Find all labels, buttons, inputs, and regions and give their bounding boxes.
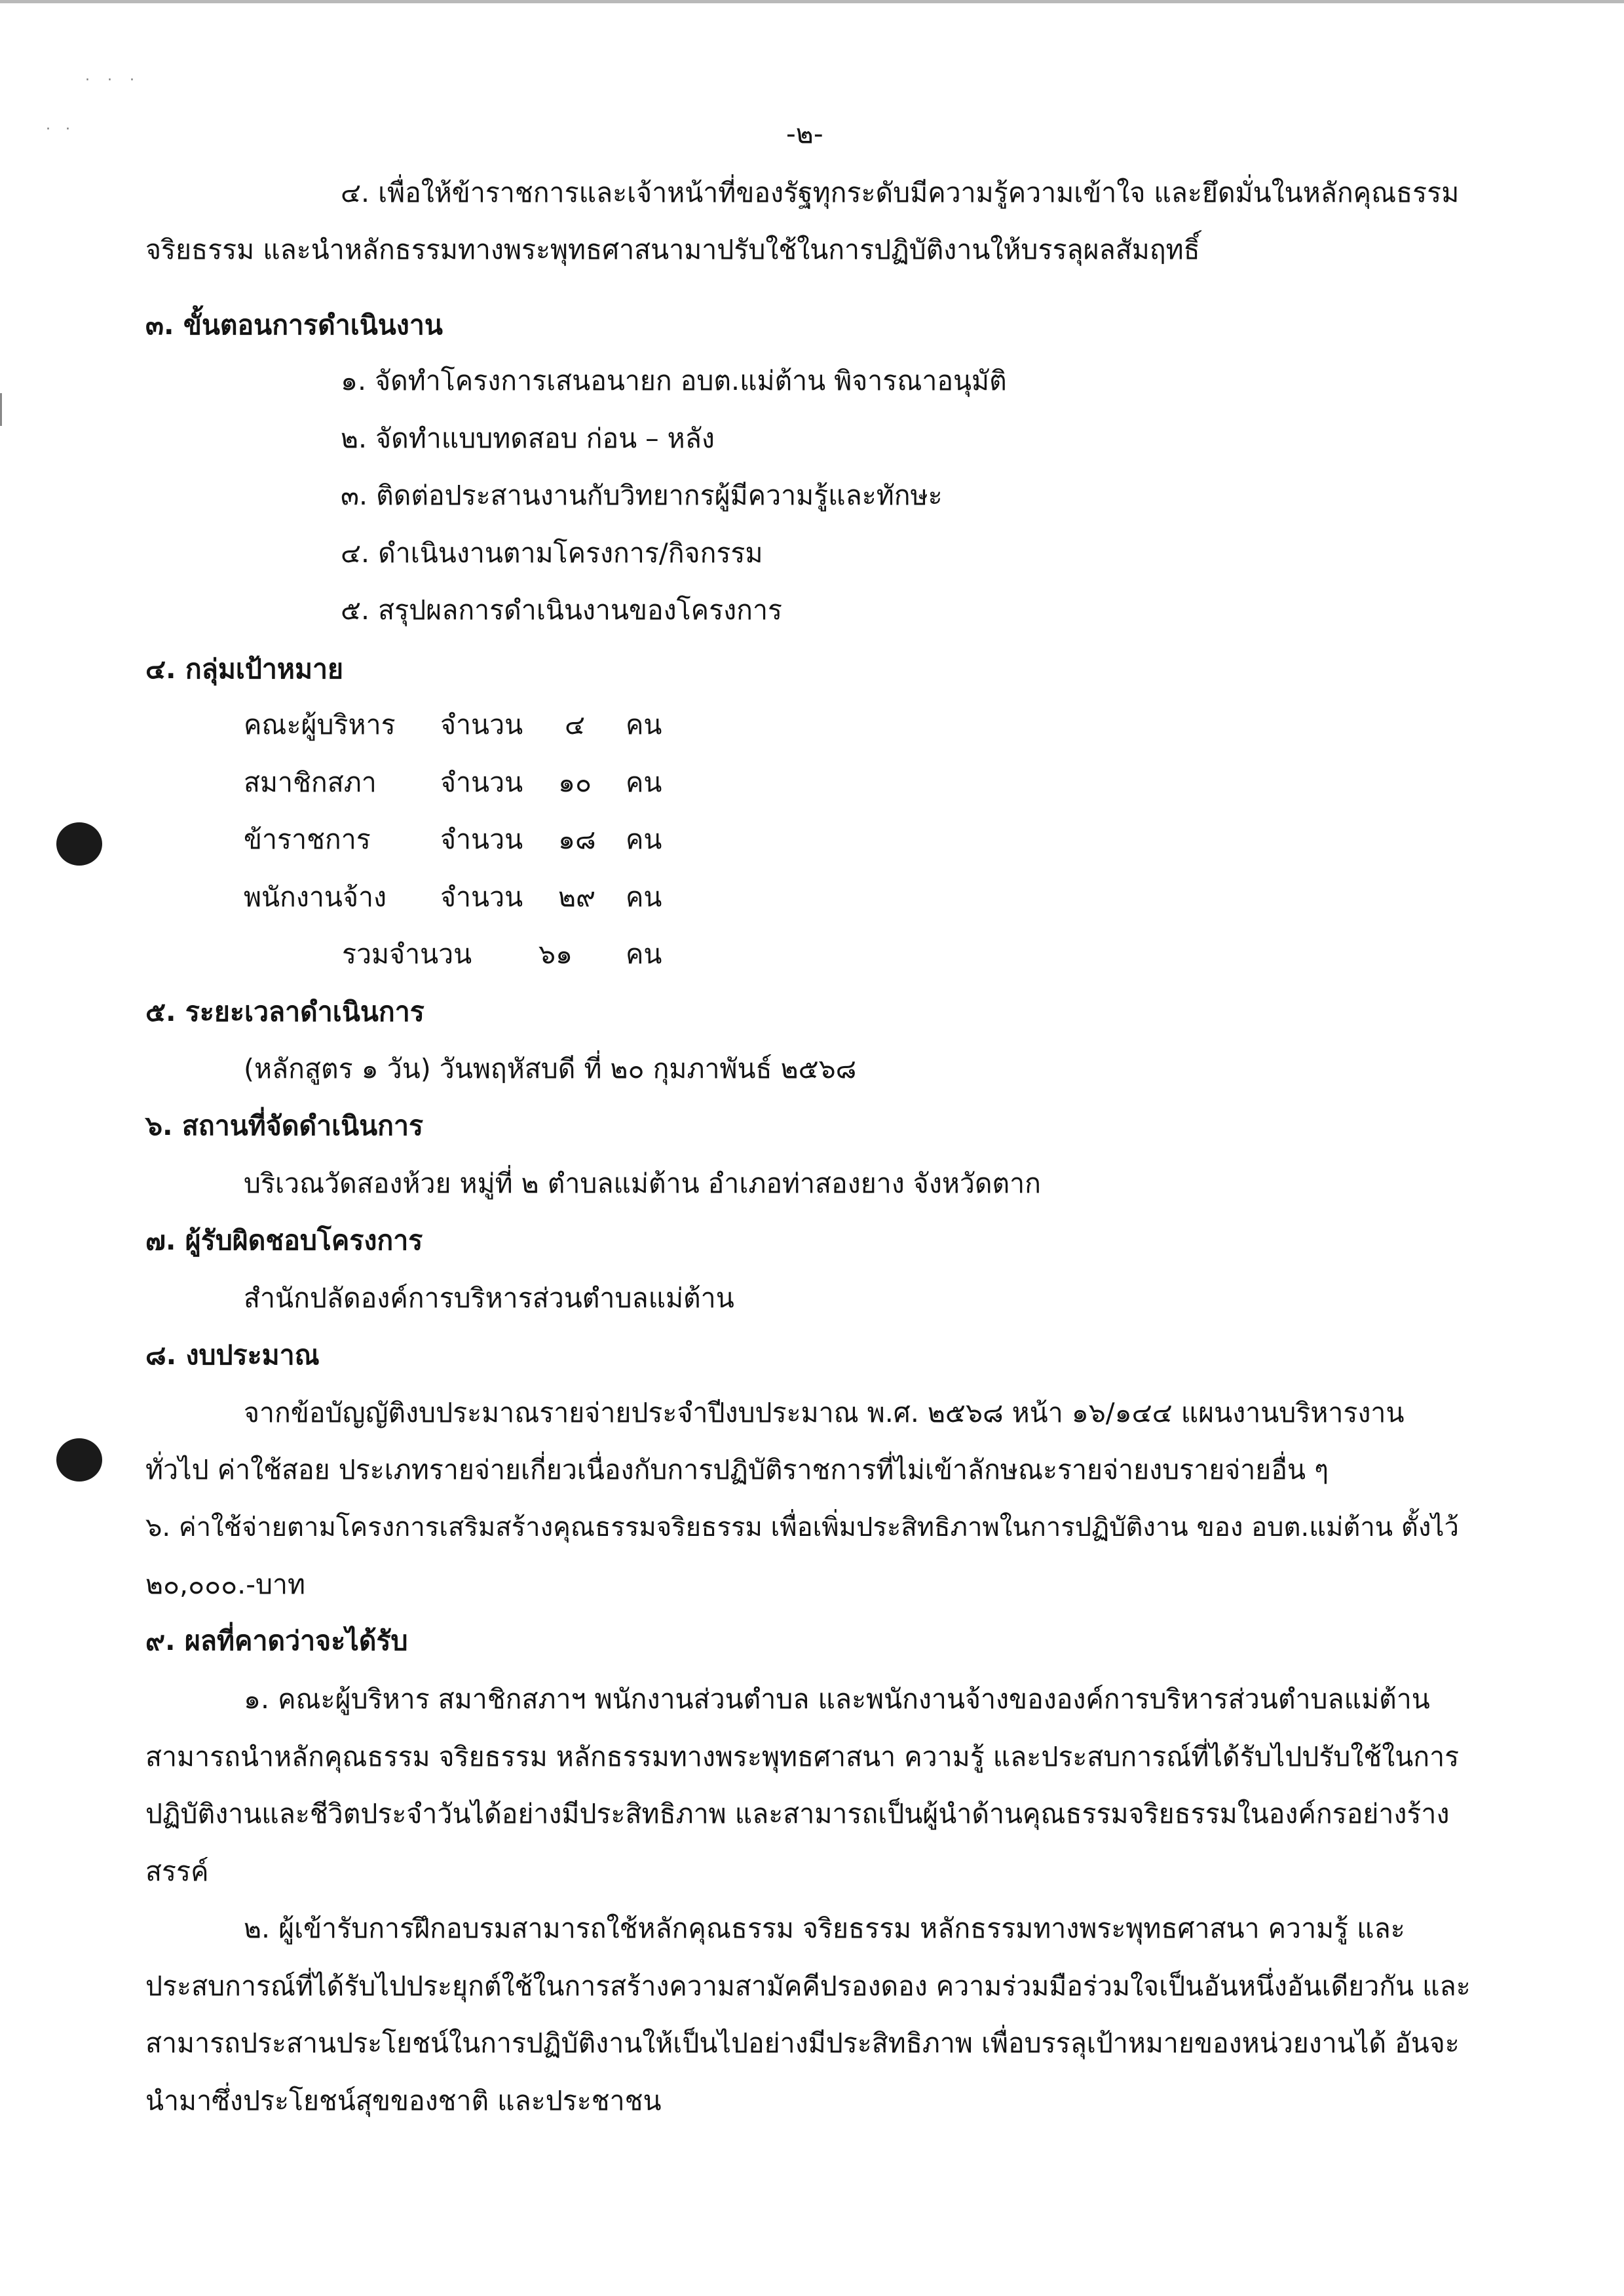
outcome-2-line: สามารถประสานประโยชน์ในการปฏิบัติงานให้เป็นไปอย่างมีประสิทธิภาพ เพื่อบรรลุเป้าหมายของหน่วยงานได้ อันจะ: [145, 2027, 1460, 2059]
step-item: ๑. จัดทำโครงการเสนอนายก อบต.แม่ต้าน พิจารณาอนุมัติ: [341, 365, 1007, 396]
group-name: ข้าราชการ: [244, 824, 371, 855]
step-item: ๒. จัดทำแบบทดสอบ ก่อน – หลัง: [341, 423, 715, 454]
step-item: ๕. สรุปผลการดำเนินงานของโครงการ: [341, 594, 782, 626]
group-name: คณะผู้บริหาร: [244, 709, 396, 740]
group-name: สมาชิกสภา: [244, 767, 377, 798]
section-4-heading: ๔. กลุ่มเป้าหมาย: [145, 653, 344, 685]
budget-line: ๒๐,๐๐๐.-บาท: [145, 1569, 306, 1600]
outcome-2-line: ๒. ผู้เข้ารับการฝึกอบรมสามารถใช้หลักคุณธรรม จริยธรรม หลักธรรมทางพระพุทธศาสนา ความรู้ และ: [244, 1913, 1405, 1944]
count-value: ๔: [565, 709, 586, 740]
count-label: จำนวน: [440, 767, 523, 798]
outcome-2-line: นำมาซึ่งประโยชน์สุขของชาติ และประชาชน: [145, 2085, 662, 2116]
scan-top-edge: [0, 0, 1624, 3]
total-value: ๖๑: [538, 938, 573, 970]
total-unit: คน: [626, 938, 662, 970]
count-value: ๒๙: [558, 881, 596, 913]
punch-hole: [56, 1438, 102, 1482]
scan-speckles: · · ·: [85, 72, 141, 88]
section-8-heading: ๘. งบประมาณ: [145, 1339, 320, 1371]
count-unit: คน: [626, 709, 662, 740]
objective-4-line-2: จริยธรรม และนำหลักธรรมทางพระพุทธศาสนามาปรับใช้ในการปฏิบัติงานให้บรรลุผลสัมฤทธิ์: [145, 234, 1200, 265]
section-6-heading: ๖. สถานที่จัดดำเนินการ: [145, 1110, 424, 1141]
outcome-1-line: ปฏิบัติงานและชีวิตประจำวันได้อย่างมีประสิทธิภาพ และสามารถเป็นผู้นำด้านคุณธรรมจริยธรรมในองค์กรอย่างร้าง: [145, 1798, 1450, 1829]
section-5-heading: ๕. ระยะเวลาดำเนินการ: [145, 996, 425, 1027]
outcome-1-line: สรรค์: [145, 1856, 209, 1887]
budget-line: ทั่วไป ค่าใช้สอย ประเภทรายจ่ายเกี่ยวเนื่องกับการปฏิบัติราชการที่ไม่เข้าลักษณะรายจ่ายงบรายจ่ายอื่น ๆ: [145, 1454, 1329, 1485]
punch-hole: [56, 822, 102, 866]
count-value: ๑๐: [558, 767, 592, 798]
step-item: ๔. ดำเนินงานตามโครงการ/กิจกรรม: [341, 537, 763, 569]
count-value: ๑๘: [558, 824, 596, 855]
section-9-heading: ๙. ผลที่คาดว่าจะได้รับ: [145, 1625, 408, 1656]
section-7-heading: ๗. ผู้รับผิดชอบโครงการ: [145, 1225, 423, 1256]
section-3-heading: ๓. ขั้นตอนการดำเนินงาน: [145, 309, 443, 341]
count-unit: คน: [626, 824, 662, 855]
count-label: จำนวน: [440, 881, 523, 913]
scan-speckles: · ·: [46, 121, 75, 138]
total-label: รวมจำนวน: [342, 938, 472, 970]
step-item: ๓. ติดต่อประสานงานกับวิทยากรผู้มีความรู้และทักษะ: [341, 480, 943, 511]
group-name: พนักงานจ้าง: [244, 881, 387, 913]
section-6-text: บริเวณวัดสองห้วย หมู่ที่ ๒ ตำบลแม่ต้าน อำเภอท่าสองยาง จังหวัดตาก: [244, 1168, 1041, 1199]
section-5-text: (หลักสูตร ๑ วัน) วันพฤหัสบดี ที่ ๒๐ กุมภาพันธ์ ๒๕๖๘: [244, 1053, 857, 1084]
scan-edge-mark: [0, 393, 2, 426]
count-unit: คน: [626, 881, 662, 913]
section-7-text: สำนักปลัดองค์การบริหารส่วนตำบลแม่ต้าน: [244, 1282, 734, 1314]
budget-line: ๖. ค่าใช้จ่ายตามโครงการเสริมสร้างคุณธรรมจริยธรรม เพื่อเพิ่มประสิทธิภาพในการปฏิบัติงาน ของ อบต.แม่ต้าน ตั้งไว้: [145, 1512, 1459, 1542]
page-number: -๒-: [786, 118, 823, 149]
outcome-2-line: ประสบการณ์ที่ได้รับไปประยุกต์ใช้ในการสร้างความสามัคคีปรองดอง ความร่วมมือร่วมใจเป็นอันหนึ่งอันเดียวกัน และ: [145, 1970, 1471, 2002]
budget-line: จากข้อบัญญัติงบประมาณรายจ่ายประจำปีงบประมาณ พ.ศ. ๒๕๖๘ หน้า ๑๖/๑๔๔ แผนงานบริหารงาน: [244, 1397, 1405, 1428]
count-unit: คน: [626, 767, 662, 798]
count-label: จำนวน: [440, 824, 523, 855]
outcome-1-line: ๑. คณะผู้บริหาร สมาชิกสภาฯ พนักงานส่วนตำบล และพนักงานจ้างขององค์การบริหารส่วนตำบลแม่ต้าน: [244, 1683, 1430, 1715]
objective-4-line-1: ๔. เพื่อให้ข้าราชการและเจ้าหน้าที่ของรัฐทุกระดับมีความรู้ความเข้าใจ และยึดมั่นในหลักคุณธรรม: [341, 177, 1460, 208]
count-label: จำนวน: [440, 709, 523, 740]
outcome-1-line: สามารถนำหลักคุณธรรม จริยธรรม หลักธรรมทางพระพุทธศาสนา ความรู้ และประสบการณ์ที่ได้รับไปปรับใช้ในการ: [145, 1741, 1460, 1772]
